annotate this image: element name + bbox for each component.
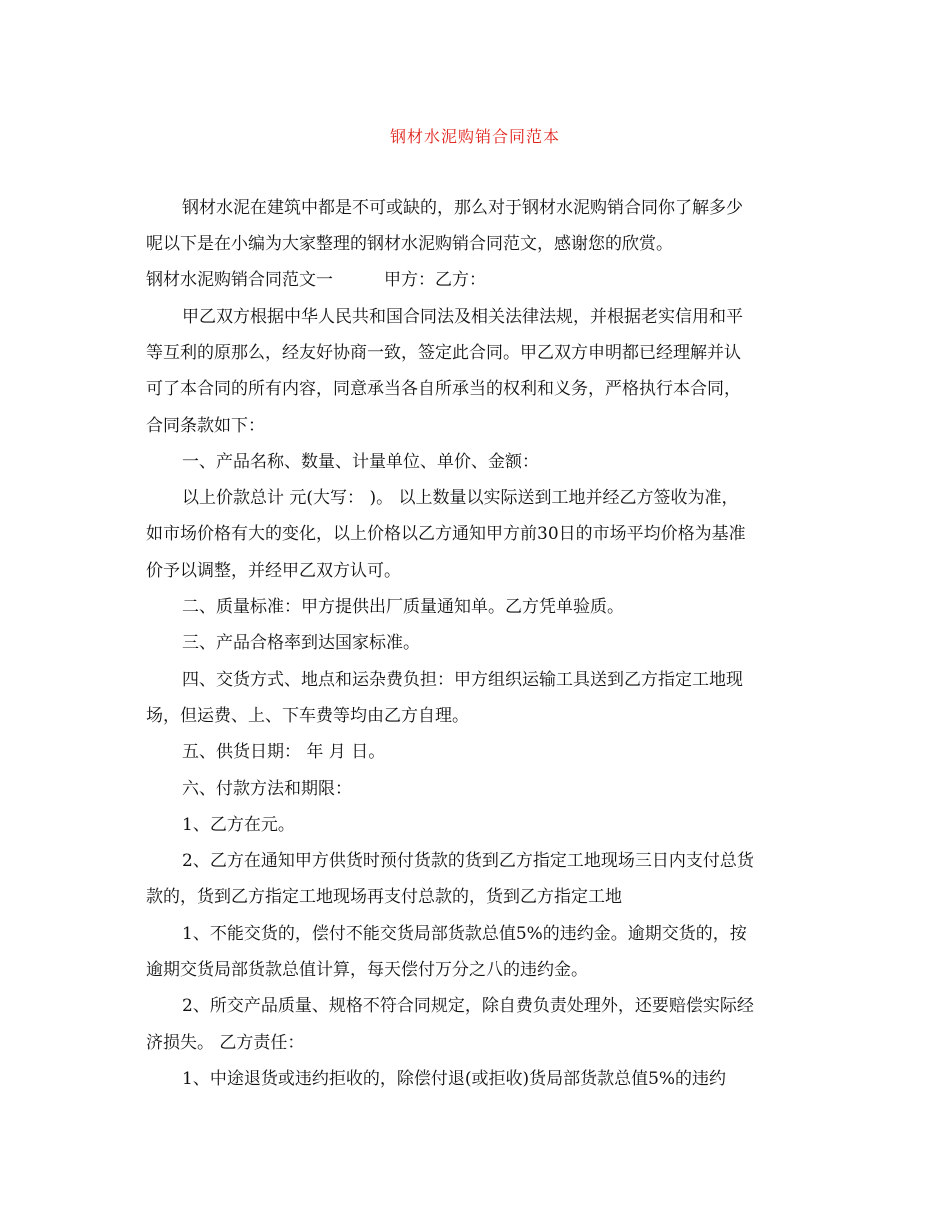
paragraph-line: 一、产品名称、数量、计量单位、单价、金额： xyxy=(182,452,539,472)
paragraph-line: 2、乙方在通知甲方供货时预付货款的货到乙方指定工地现场三日内支付总货 xyxy=(182,851,754,871)
document-title: 钢材水泥购销合同范本 xyxy=(389,127,560,146)
paragraph-line: 1、不能交货的，偿付不能交货局部货款总值5%的违约金。逾期交货的，按 xyxy=(182,924,747,944)
paragraph-line: 价予以调整，并经甲乙双方认可。 xyxy=(146,561,401,581)
paragraph-line: 甲乙双方根据中华人民共和国合同法及相关法律法规，并根据老实信用和平 xyxy=(182,307,743,327)
paragraph-line: 2、所交产品质量、规格不符合同规定，除自费负责处理外，还要赔偿实际经 xyxy=(182,996,754,1016)
paragraph-line: 呢以下是在小编为大家整理的钢材水泥购销合同范文，感谢您的欣赏。 xyxy=(146,234,673,254)
paragraph-line: 1、乙方在元。 xyxy=(182,815,295,835)
paragraph-line: 钢材水泥购销合同范文一 甲方：乙方： xyxy=(146,270,486,290)
paragraph-line: 如市场价格有大的变化，以上价格以乙方通知甲方前30日的市场平均价格为基准 xyxy=(146,524,746,544)
paragraph-line: 款的，货到乙方指定工地现场再支付总款的，货到乙方指定工地 xyxy=(146,887,622,907)
paragraph-line: 以上价款总计 元(大写： )。 以上数量以实际送到工地并经乙方签收为准， xyxy=(182,488,739,508)
paragraph-line: 三、产品合格率到达国家标准。 xyxy=(182,633,420,653)
paragraph-line: 可了本合同的所有内容，同意承当各自所承当的权利和义务，严格执行本合同， xyxy=(146,379,741,399)
paragraph-line: 二、质量标准：甲方提供出厂质量通知单。乙方凭单验质。 xyxy=(182,597,624,617)
paragraph-line: 五、供货日期： 年 月 日。 xyxy=(182,742,386,762)
paragraph-line: 合同条款如下： xyxy=(146,416,265,436)
paragraph-line: 四、交货方式、地点和运杂费负担：甲方组织运输工具送到乙方指定工地现 xyxy=(182,670,743,690)
paragraph-line: 济损失。 乙方责任： xyxy=(146,1033,305,1053)
paragraph-line: 六、付款方法和期限： xyxy=(182,779,352,799)
paragraph-line: 钢材水泥在建筑中都是不可或缺的，那么对于钢材水泥购销合同你了解多少 xyxy=(182,198,743,218)
paragraph-line: 场，但运费、上、下车费等均由乙方自理。 xyxy=(146,706,469,726)
paragraph-line: 1、中途退货或违约拒收的，除偿付退(或拒收)货局部货款总值5%的违约 xyxy=(182,1069,727,1089)
paragraph-line: 等互利的原那么，经友好协商一致，签定此合同。甲乙双方申明都已经理解并认 xyxy=(146,343,741,363)
paragraph-line: 逾期交货局部货款总值计算，每天偿付万分之八的违约金。 xyxy=(146,960,588,980)
